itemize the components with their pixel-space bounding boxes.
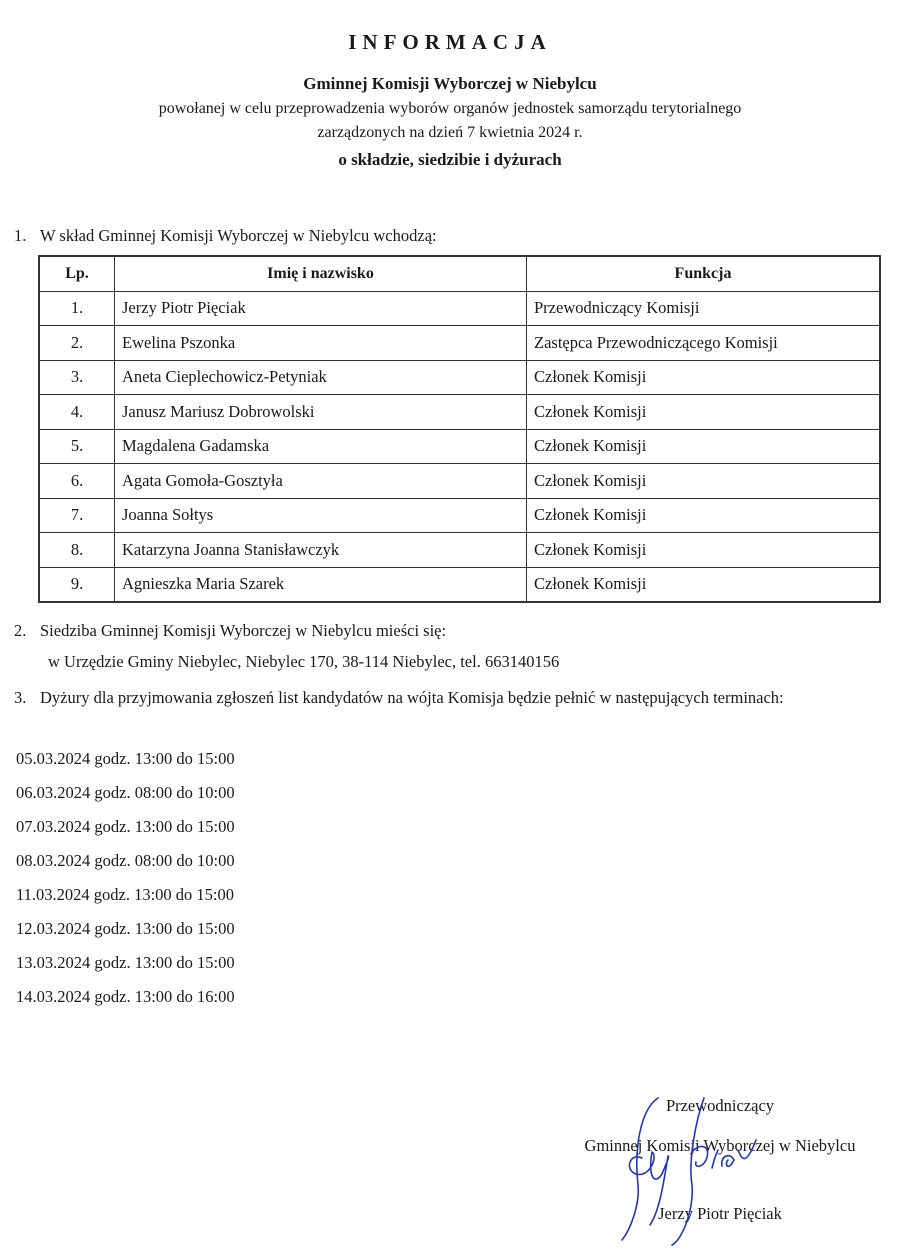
list-item: 06.03.2024 godz. 08:00 do 10:00 <box>16 783 235 802</box>
cell-role: Członek Komisji <box>527 567 881 602</box>
section-2-heading <box>14 621 446 641</box>
table-row <box>39 429 880 464</box>
section-number: 2. <box>14 621 27 640</box>
list-item: 05.03.2024 godz. 13:00 do 15:00 <box>16 749 235 768</box>
document-title: INFORMACJA <box>348 30 552 54</box>
cell-lp: 4. <box>39 395 115 430</box>
section-number: 3. <box>14 688 27 707</box>
document-topic: o składzie, siedzibie i dyżurach <box>338 150 562 169</box>
table-row <box>39 567 880 602</box>
list-item: 12.03.2024 godz. 13:00 do 15:00 <box>16 919 235 938</box>
signatory-body: Gminnej Komisji Wyborczej w Niebylcu <box>584 1136 856 1155</box>
cell-role: Zastępca Przewodniczącego Komisji <box>527 326 881 361</box>
section-text: Siedziba Gminnej Komisji Wyborczej w Niebylcu mieści się: <box>40 621 447 640</box>
duty-dates-list <box>16 749 235 1021</box>
commission-address: w Urzędzie Gminy Niebylec, Niebylec 170, 38-114 Niebylec, tel. 663140156 <box>48 652 560 671</box>
cell-role: Przewodniczący Komisji <box>527 291 881 326</box>
cell-name: Agnieszka Maria Szarek <box>115 567 527 602</box>
section-1-heading <box>14 226 437 246</box>
cell-name: Joanna Sołtys <box>115 498 527 533</box>
list-item: 11.03.2024 godz. 13:00 do 15:00 <box>16 885 235 904</box>
table-row <box>39 395 880 430</box>
cell-role: Członek Komisji <box>527 533 881 568</box>
cell-lp: 1. <box>39 291 115 326</box>
document-description: powołanej w celu przeprowadzenia wyborów organów jednostek samorządu terytorialnego <box>158 100 742 117</box>
cell-name: Jerzy Piotr Pięciak <box>115 291 527 326</box>
cell-name: Agata Gomoła-Gosztyła <box>115 464 527 499</box>
table-row <box>39 360 880 395</box>
cell-name: Magdalena Gadamska <box>115 429 527 464</box>
cell-lp: 2. <box>39 326 115 361</box>
cell-name: Aneta Cieplechowicz-Petyniak <box>115 360 527 395</box>
cell-name: Katarzyna Joanna Stanisławczyk <box>115 533 527 568</box>
cell-role: Członek Komisji <box>527 360 881 395</box>
cell-role: Członek Komisji <box>527 429 881 464</box>
cell-lp: 8. <box>39 533 115 568</box>
cell-role: Członek Komisji <box>527 464 881 499</box>
document-subtitle: Gminnej Komisji Wyborczej w Niebylcu <box>303 74 597 93</box>
section-number: 1. <box>14 226 27 245</box>
cell-lp: 5. <box>39 429 115 464</box>
column-header-lp: Lp. <box>39 256 115 291</box>
signatory-role: Przewodniczący <box>665 1096 775 1115</box>
cell-role: Członek Komisji <box>527 395 881 430</box>
cell-lp: 7. <box>39 498 115 533</box>
cell-lp: 9. <box>39 567 115 602</box>
list-item: 14.03.2024 godz. 13:00 do 16:00 <box>16 987 235 1006</box>
table-row <box>39 498 880 533</box>
list-item: 13.03.2024 godz. 13:00 do 15:00 <box>16 953 235 972</box>
table-row <box>39 533 880 568</box>
column-header-role: Funkcja <box>527 256 881 291</box>
table-header-row <box>39 256 880 291</box>
cell-name: Janusz Mariusz Dobrowolski <box>115 395 527 430</box>
handwritten-signature-icon <box>600 1090 770 1250</box>
signatory-name: Jerzy Piotr Pięciak <box>658 1204 782 1223</box>
cell-lp: 6. <box>39 464 115 499</box>
cell-name: Ewelina Pszonka <box>115 326 527 361</box>
section-text: W skład Gminnej Komisji Wyborczej w Niebylcu wchodzą: <box>40 226 437 245</box>
section-text: Dyżury dla przyjmowania zgłoszeń list kandydatów na wójta Komisja będzie pełnić w następujących terminach: <box>40 688 784 707</box>
members-table <box>38 255 881 603</box>
list-item: 08.03.2024 godz. 08:00 do 10:00 <box>16 851 235 870</box>
cell-role: Członek Komisji <box>527 498 881 533</box>
section-3-heading <box>14 687 884 708</box>
table-row <box>39 464 880 499</box>
column-header-name: Imię i nazwisko <box>115 256 527 291</box>
election-date-line: zarządzonych na dzień 7 kwietnia 2024 r. <box>317 124 583 141</box>
table-row <box>39 326 880 361</box>
cell-lp: 3. <box>39 360 115 395</box>
list-item: 07.03.2024 godz. 13:00 do 15:00 <box>16 817 235 836</box>
table-row <box>39 291 880 326</box>
